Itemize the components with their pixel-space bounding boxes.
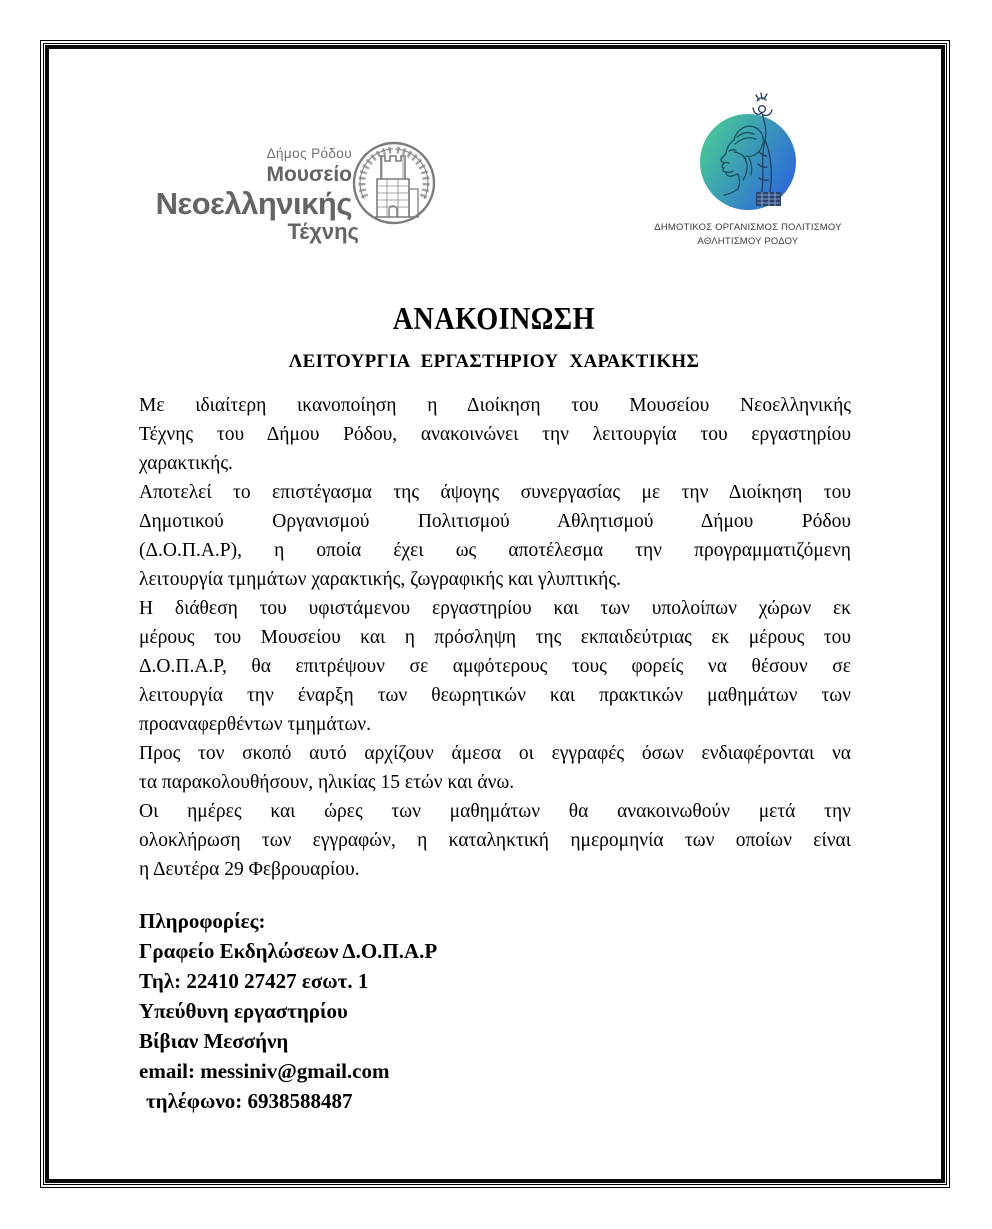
dopar-caption-line1: ΔΗΜΟΤΙΚΟΣ ΟΡΓΑΝΙΣΜΟΣ ΠΟΛΙΤΙΣΜΟΥ	[654, 222, 842, 233]
museum-logo-line3: Νεοελληνικής	[155, 185, 352, 221]
museum-logo-line4: Τέχνης	[287, 218, 359, 244]
page-subtitle: ΛΕΙΤΟΥΡΓΙΑ ΕΡΓΑΣΤΗΡΙΟΥ ΧΑΡΑΚΤΙΚΗΣ	[288, 351, 700, 372]
contact-line-telephone: τηλέφωνο: 6938588487	[146, 1089, 353, 1113]
body-line: (Δ.Ο.Π.Α.Ρ), η οποία έχει ως αποτέλεσμα την προγραμματιζόμενη	[139, 540, 851, 561]
contact-line-office: Γραφείο Εκδηλώσεων Δ.Ο.Π.Α.Ρ	[139, 939, 438, 963]
museum-logo-line1: Δήμος Ρόδου	[266, 146, 352, 161]
body-line: προαναφερθέντων τμημάτων.	[139, 714, 371, 735]
paragraph-4	[139, 739, 851, 797]
page-title: ΑΝΑΚΟΙΝΩΣΗ	[392, 300, 596, 336]
paragraph-3	[139, 594, 851, 739]
body-line: η Δευτέρα 29 Φεβρουαρίου.	[139, 859, 360, 880]
announcement-body	[139, 391, 851, 884]
paragraph-1	[139, 391, 851, 478]
body-line: Οι ημέρες και ώρες των μαθημάτων θα ανακοινωθούν μετά την	[139, 801, 851, 822]
body-line: Με ιδιαίτερη ικανοποίηση η Διοίκηση του Μουσείου Νεοελληνικής	[139, 395, 851, 416]
body-line: μέρους του Μουσείου και η πρόσληψη της εκπαιδεύτριας εκ μέρους του	[139, 627, 851, 648]
contact-line-phone: Τηλ: 22410 27427 εσωτ. 1	[139, 969, 369, 993]
body-line: Προς τον σκοπό αυτό αρχίζουν άμεσα οι εγγραφές όσων ενδιαφέρονται να	[139, 743, 851, 764]
museum-logo-text	[130, 146, 359, 244]
contact-line-header: Πληροφορίες:	[139, 909, 266, 933]
contact-info	[139, 906, 437, 1116]
body-line: Τέχνης του Δήμου Ρόδου, ανακοινώνει την λειτουργία του εργαστηρίου	[139, 424, 851, 445]
body-line: ολοκλήρωση των εγγραφών, η καταληκτική ημερομηνία των οποίων είναι	[139, 830, 851, 851]
body-line: τα παρακολουθήσουν, ηλικίας 15 ετών και άνω.	[139, 772, 515, 793]
body-line: Δημοτικού Οργανισμού Πολιτισμού Αθλητισμού Δήμου Ρόδου	[139, 511, 851, 532]
museum-logo-line2: Μουσείο	[266, 162, 352, 186]
body-line: Αποτελεί το επιστέγασμα της άψογης συνεργασίας με την Διοίκηση του	[139, 482, 851, 503]
body-line: λειτουργία την έναρξη των θεωρητικών και πρακτικών μαθημάτων των	[139, 685, 851, 706]
classical-head-figure-emblem-icon	[699, 92, 797, 216]
fortress-tower-wreath-emblem-icon	[351, 139, 437, 231]
contact-line-name: Βίβιαν Μεσσήνη	[139, 1029, 289, 1053]
contact-line-email: email: messiniv@gmail.com	[139, 1059, 390, 1083]
body-line: Η διάθεση του υφιστάμενου εργαστηρίου και των υπολοίπων χώρων εκ	[139, 598, 851, 619]
body-line: Δ.Ο.Π.Α.Ρ, θα επιτρέψουν σε αμφότερους τους φορείς να θέσουν σε	[139, 656, 851, 677]
dopar-caption-line2: ΑΘΛΗΤΙΣΜΟΥ ΡΟΔΟΥ	[697, 235, 799, 247]
paragraph-2	[139, 478, 851, 594]
body-line: λειτουργία τμημάτων χαρακτικής, ζωγραφικής και γλυπτικής.	[139, 569, 621, 590]
dopar-caption	[629, 221, 867, 248]
paragraph-5	[139, 797, 851, 884]
contact-line-role: Υπεύθυνη εργαστηρίου	[139, 999, 348, 1023]
body-line: χαρακτικής.	[139, 453, 233, 474]
